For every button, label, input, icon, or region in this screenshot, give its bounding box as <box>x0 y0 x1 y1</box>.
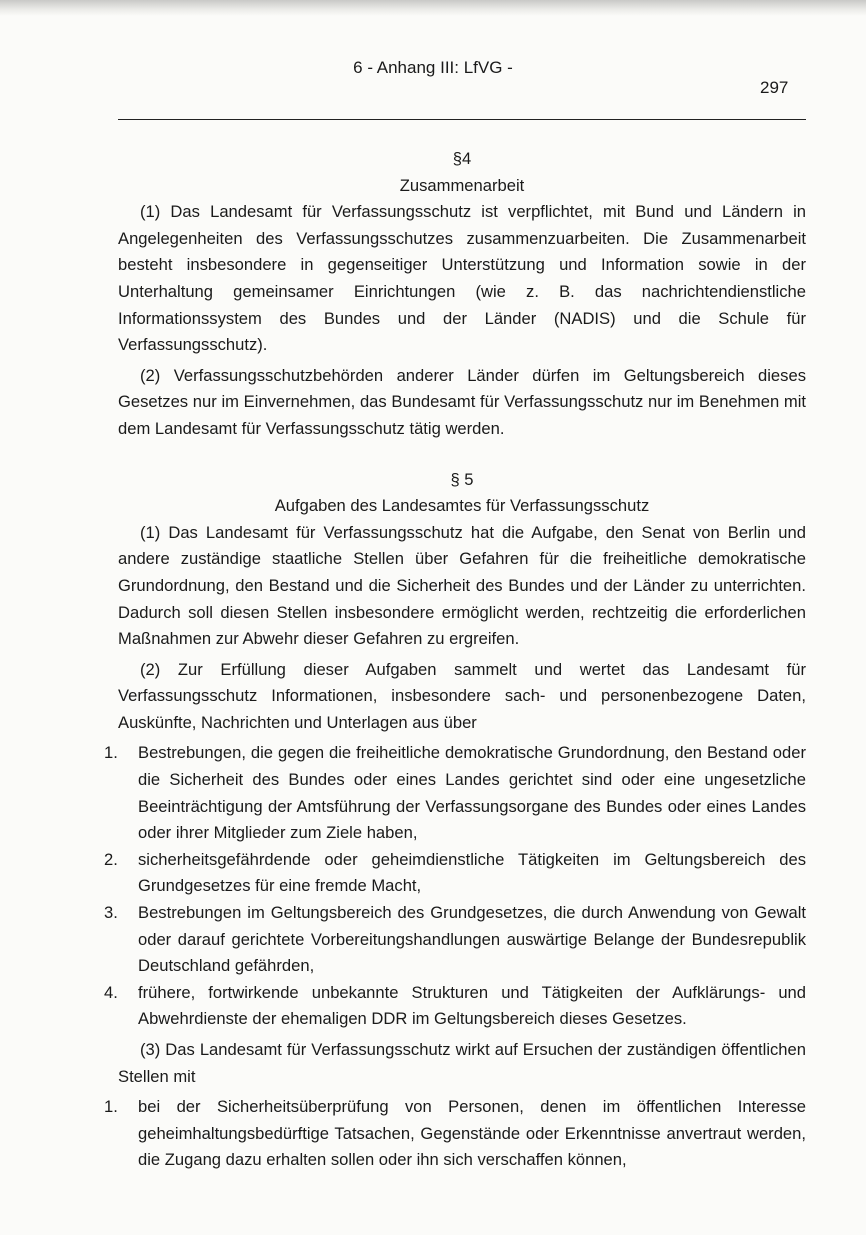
paragraph: (1) Das Landesamt für Verfassungsschutz ist verpflichtet, mit Bund und Ländern in Angelegenheiten des Verfassungsschutzes zusammenzuarbeiten. Die Zusammenarbeit besteht insbesondere in gegenseitiger Unterstützung und Information sowie in der Unterhaltung gemeinsamer Einrichtungen (wie z. B. das nachrichtendienstliche Informationssystem des Bundes und der Länder (NADIS) und die Schule für Verfassungsschutz). <box>118 202 806 355</box>
numbered-list <box>104 1094 806 1174</box>
paragraph: (2) Zur Erfüllung dieser Aufgaben sammelt und wertet das Landesamt für Verfassungsschutz Informationen, insbesondere sach- und personenbezogene Daten, Auskünfte, Nachrichten und Unterlagen aus über <box>118 659 806 732</box>
list-item-text: bei der Sicherheitsüberprüfung von Personen, denen im öffentlichen Interesse geheimhaltungsbedürftige Tatsachen, Gegenstände oder Erkenntnisse anvertraut werden, die Zugang dazu erhalten sollen oder ihn sich verschaffen können, <box>138 1097 806 1170</box>
paragraph: (1) Das Landesamt für Verfassungsschutz hat die Aufgabe, den Senat von Berlin und andere zuständige staatliche Stellen über Gefahren für die freiheitliche demokratische Grundordnung, den Bestand und die Sicherheit des Bundes und der Länder zu unterrichten. Dadurch soll diesen Stellen insbesondere ermöglicht werden, rechtzeitig die erforderlichen Maßnahmen zur Abwehr dieser Gefahren zu ergreifen. <box>118 522 806 649</box>
list-marker: 2. <box>104 849 118 869</box>
numbered-list <box>104 740 806 1033</box>
document-body <box>104 146 806 1178</box>
section-title: Zusammenarbeit <box>399 175 525 195</box>
list-marker: 3. <box>104 903 118 923</box>
list-item-text: Bestrebungen im Geltungsbereich des Grundgesetzes, die durch Anwendung von Gewalt oder darauf gerichtete Vorbereitungshandlungen auswärtige Belange der Bundesrepublik Deutschland gefährden, <box>138 903 806 976</box>
section-title: Aufgaben des Landesamtes für Verfassungsschutz <box>274 496 650 516</box>
list-item-text: Bestrebungen, die gegen die freiheitliche demokratische Grundordnung, den Bestand oder die Sicherheit des Bundes oder eines Landes gerichtet sind oder eine ungesetzliche Beeinträchtigung der Amtsführung der Verfassungsorgane des Bundes oder eines Landes oder ihrer Mitglieder zum Ziele haben, <box>138 743 806 843</box>
list-item <box>104 900 806 980</box>
page-number: 297 <box>760 78 789 97</box>
list-item-text: frühere, fortwirkende unbekannte Strukturen und Tätigkeiten der Aufklärungs- und Abwehrdienste der ehemaligen DDR im Geltungsbereich dieses Gesetzes. <box>138 982 806 1029</box>
list-marker: 1. <box>104 743 118 763</box>
section-number: §4 <box>452 149 472 168</box>
list-item-text: sicherheitsgefährdende oder geheimdienstliche Tätigkeiten im Geltungsbereich des Grundgesetzes für eine fremde Macht, <box>138 849 806 896</box>
paragraph: (3) Das Landesamt für Verfassungsschutz wirkt auf Ersuchen der zuständigen öffentlichen Stellen mit <box>118 1040 806 1086</box>
paragraph: (2) Verfassungsschutzbehörden anderer Länder dürfen im Geltungsbereich dieses Gesetzes nur im Einvernehmen, das Bundesamt für Verfassungsschutz nur im Benehmen mit dem Landesamt für Verfassungsschutz tätig werden. <box>118 365 806 438</box>
list-marker: 4. <box>104 982 118 1002</box>
running-header: 6 - Anhang III: LfVG - <box>353 58 513 77</box>
list-item <box>104 980 806 1033</box>
scan-edge-shadow <box>0 0 866 16</box>
list-item <box>104 740 806 846</box>
list-item <box>104 847 806 900</box>
list-item <box>104 1094 806 1174</box>
header-rule <box>118 119 806 120</box>
section-number: § 5 <box>450 469 474 489</box>
list-marker: 1. <box>104 1097 118 1117</box>
